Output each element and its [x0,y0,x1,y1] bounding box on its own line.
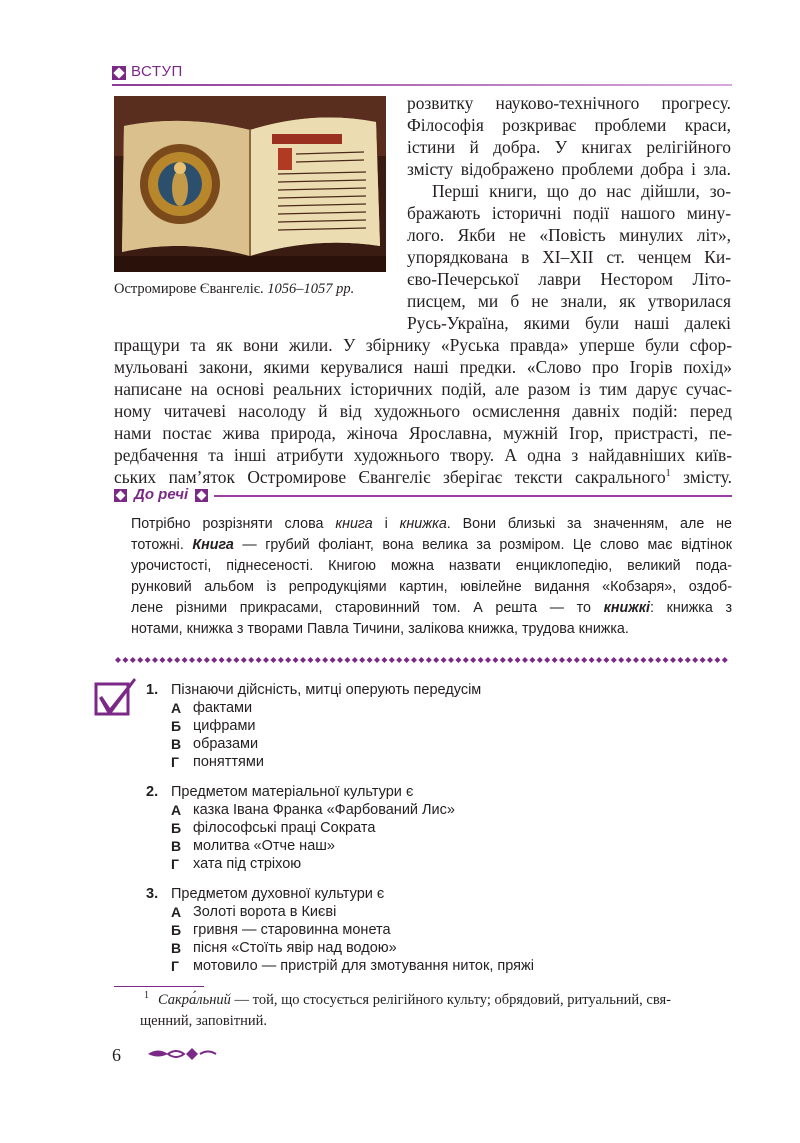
question-text: Пізнаючи дійсність, митці оперують передусім [171,682,482,698]
divider-diamond [478,657,484,663]
divider-diamond [507,657,513,663]
body-line: Русь-Україна, якими були наші далекі [407,313,731,333]
body-line: ських пам’яток Остромирове Євангеліє зберігає тексти сакрального$^1$ змісту. [114,467,732,487]
question-number: 1. [146,682,159,698]
divider-diamond [670,657,676,663]
divider-diamond [174,657,180,663]
divider-diamond [640,657,646,663]
divider-diamond [278,657,284,663]
divider-diamond [603,657,609,663]
option-letter: В [171,940,182,956]
divider-diamond [500,657,506,663]
divider-diamond [241,657,247,663]
divider-diamond [137,657,143,663]
divider-diamond [115,657,121,663]
divider-diamond [300,657,306,663]
body-line: писцем, ми б не знали, як утворилася [407,291,731,311]
divider-diamond [367,657,373,663]
figure-caption: Остромирове Євангеліє. 1056–1057 рр. [114,281,355,297]
divider-diamond [700,657,706,663]
divider-diamond [492,657,498,663]
option-text: цифрами [193,718,256,734]
divider-diamond [655,657,661,663]
divider-diamond [122,657,128,663]
divider-diamond [182,657,188,663]
divider-diamond [485,657,491,663]
note-line: лене різними прикрасами, старовинний том. А решта — то книжкі: книжка з [131,600,732,616]
manuscript-image [114,96,386,272]
option-text: молитва «Отче наш» [193,838,335,854]
divider-diamond [352,657,358,663]
divider-diamond [130,657,136,663]
option-text: мотовило — пристрій для змотування ниток, пряжі [193,958,534,974]
divider-diamond [552,657,558,663]
note-line: тотожні. Книга — грубий фоліант, вона велика за розміром. Це слово має відтінок [131,537,732,553]
note-diamond-icon [114,489,127,502]
footnote-line: Сакра́льний — той, що стосується релігійного культу; обрядовий, ритуальний, свя- [158,992,672,1008]
body-line: редбачення та інші атрибути художнього твору. А одна з найдавніших київ- [114,445,732,465]
divider-diamond [285,657,291,663]
divider-diamond [529,657,535,663]
body-line: єво-Печерської лаври Нестором Літо- [407,269,731,289]
divider-diamond [574,657,580,663]
divider-diamond [396,657,402,663]
divider-diamond [648,657,654,663]
note-rule [214,495,732,497]
divider-diamond [359,657,365,663]
body-line: бражають історичні події нашого мину- [407,203,731,223]
option-text: філософські праці Сократа [193,820,376,836]
option-text: поняттями [193,754,264,770]
body-line: нами постає жива природа, жіноча Ярославна, мужній Ігор, пристрасті, пе- [114,423,732,443]
option-letter: Б [171,820,182,836]
divider-diamond [722,657,728,663]
body-line: істини й добра. У книгах релігійного [407,137,731,157]
option-letter: В [171,838,182,854]
divider-diamond [159,657,165,663]
question-text: Предметом духовної культури є [171,886,385,902]
divider-diamond [404,657,410,663]
divider-diamond [581,657,587,663]
divider-diamond [344,657,350,663]
note-line: нотами, книжка з творами Павла Тичини, залікова книжка, трудова книжка. [131,621,629,637]
footnote-marker: 1 [665,468,671,479]
footnote-rule [114,986,204,987]
divider-diamond [433,657,439,663]
body-line: написане на основі реальних історичних подій, але разом із тим дарує сучас- [114,379,732,399]
body-line: ному читачеві насолоду й від художнього осмислення давніх подій: перед [114,401,732,421]
note-diamond-icon [195,489,208,502]
divider-diamond [463,657,469,663]
divider-diamond [293,657,299,663]
question-number: 2. [146,784,159,800]
option-letter: Г [171,856,179,872]
question-text: Предметом матеріальної культури є [171,784,414,800]
option-text: пісня «Стоїть явір над водою» [193,940,397,956]
divider-diamond [566,657,572,663]
divider-diamond [611,657,617,663]
divider-diamond [618,657,624,663]
body-line: лого. Якби не «Повість минулих літ», [407,225,731,245]
note-line: рунковий альбом із репродукціями картин, ювілейне видання «Кобзаря», оздоб- [131,579,732,595]
divider-diamond [426,657,432,663]
option-text: казка Івана Франка «Фарбований Лис» [193,802,455,818]
divider-diamond [626,657,632,663]
option-letter: Г [171,958,179,974]
body-line: пращури та як вони жили. У збірнику «Руська правда» уперше були сфор- [114,335,732,355]
divider-diamond [307,657,313,663]
divider-diamond [322,657,328,663]
divider-diamond [418,657,424,663]
option-letter: Г [171,754,179,770]
option-text: хата під стріхою [193,856,302,872]
note-title: До речі [134,486,189,503]
diamond-divider [114,656,732,664]
divider-diamond [692,657,698,663]
divider-diamond [248,657,254,663]
option-letter: А [171,904,182,920]
option-letter: В [171,736,182,752]
section-diamond-icon [112,66,126,80]
section-title: ВСТУП [131,63,183,80]
divider-diamond [455,657,461,663]
divider-diamond [196,657,202,663]
note-line: Потрібно розрізняти слова книга і книжка. Вони близькі за значенням, але не [131,516,733,532]
body-line: змісту відображено проблеми добра і зла. [407,159,731,179]
divider-diamond [337,657,343,663]
divider-diamond [167,657,173,663]
divider-diamond [677,657,683,663]
body-line: Філософія розкриває проблеми краси, [407,115,731,135]
divider-diamond [263,657,269,663]
footnote-number: 1 [144,990,149,1001]
divider-diamond [537,657,543,663]
option-text: Золоті ворота в Києві [193,904,337,920]
ornament-icon [146,1045,218,1063]
divider-diamond [515,657,521,663]
divider-diamond [589,657,595,663]
footnote-line: щенний, заповітний. [140,1013,267,1029]
option-letter: Б [171,718,182,734]
divider-diamond [374,657,380,663]
divider-diamond [315,657,321,663]
divider-diamond [522,657,528,663]
divider-diamond [233,657,239,663]
option-letter: А [171,700,182,716]
note-line: урочистості, піднесеності. Книгою можна назвати енциклопедію, великий пода- [131,558,732,574]
body-line: Перші книги, що до нас дійшли, зо- [432,181,731,201]
divider-diamond [389,657,395,663]
divider-diamond [559,657,565,663]
divider-diamond [714,657,720,663]
divider-diamond [411,657,417,663]
divider-diamond [226,657,232,663]
divider-diamond [270,657,276,663]
divider-diamond [596,657,602,663]
divider-diamond [330,657,336,663]
option-text: образами [193,736,259,752]
option-text: гривня — старовинна монета [193,922,391,938]
header-rule [112,84,732,86]
body-line: розвитку науково-технічного прогресу. [407,93,731,113]
divider-diamond [152,657,158,663]
divider-diamond [381,657,387,663]
question-number: 3. [146,886,159,902]
divider-diamond [685,657,691,663]
divider-diamond [211,657,217,663]
body-line: упорядкована в ХІ–ХІІ ст. ченцем Ки- [407,247,731,267]
divider-diamond [448,657,454,663]
divider-diamond [544,657,550,663]
divider-diamond [145,657,151,663]
divider-diamond [256,657,262,663]
page-number: 6 [112,1045,121,1065]
divider-diamond [707,657,713,663]
divider-diamond [204,657,210,663]
checkmark-icon [94,676,138,716]
divider-diamond [189,657,195,663]
option-letter: Б [171,922,182,938]
body-line: мульовані закони, якими керувалися наші предки. «Слово про Ігорів похід» [114,357,732,377]
divider-diamond [633,657,639,663]
divider-diamond [219,657,225,663]
divider-diamond [441,657,447,663]
option-text: фактами [193,700,253,716]
option-letter: А [171,802,182,818]
divider-diamond [470,657,476,663]
divider-diamond [663,657,669,663]
